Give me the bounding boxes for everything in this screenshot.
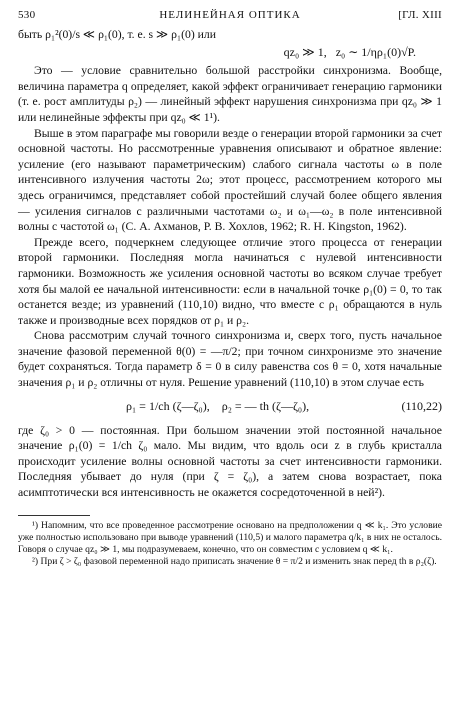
footnotes xyxy=(18,520,442,568)
display-formula: qz₀ ≫ 1, z₀ ∼ 1/ηρ₁(0)√P. xyxy=(283,44,416,59)
paragraph: Выше в этом параграфе мы говорили везде о генерации второй гармоники за счет основной частоты. Но рассмотренные уравнения описывают и обратное явление: усиление (его называют параметрическим) слабого сигнала частоты ω в поле интенсивного излучения частоты 2ω; этот процесс, рассмотрением которого мы здесь ограничимся, представляет собой простейший случай более общего явления — усиления сигналов с различными частотами ω₂ и ω₁—ω₂ в поле интенсивной волны с частотой ω₁ (С. А. Ахманов, Р. В. Хохлов, 1962; R. H. Kingston, 1962). xyxy=(18,126,442,234)
footnote: ¹) Напомним, что все проведенное рассмотрение основано на предположении q ≪ k₁. Это условие уже полностью использовано при выводе уравнений (110,5) и малого параметра q/k₁ в них не осталось. Говоря о случае qz₀ ≫ 1, мы подразумеваем, конечно, что он совместим с условием q ≪ k₁. xyxy=(18,519,442,555)
paragraph: Снова рассмотрим случай точного синхронизма и, сверх того, пусть начальное значение фазовой переменной θ(0) = —π/2; при точном синхронизме это значение будет сохраняться. Тогда параметр δ = 0 в силу равенства cos θ = 0, хотя начальные значения ρ₁ и ρ₂ отличны от нуля. Решение уравнений (110,10) в этом случае есть xyxy=(18,329,442,390)
text-line: быть ρ₁²(0)/s ≪ ρ₁(0), т. е. s ≫ ρ₁(0) или xyxy=(18,28,216,41)
book-page xyxy=(18,9,442,568)
equation-body: ρ₁ = 1/ch (ζ—ζ₀), ρ₂ = — th (ζ—ζ₀), xyxy=(126,398,310,413)
footnote: ²) При ζ > ζ₀ фазовой переменной надо приписать значение θ = π/2 и изменить знак перед th в ρ₂(ζ). xyxy=(32,555,437,567)
paragraph: Это — условие сравнительно большой расстройки синхронизма. Вообще, величина параметра q определяет, какой эффект ограничивает генерацию гармоники (т. е. рост амплитуды ρ₂) — линейный эффект нарушения синхронизма при qz₀ ≫ 1 или нелинейные эффекты при qz₀ ≪ 1¹). xyxy=(18,64,442,124)
main-text xyxy=(18,27,442,501)
chapter-label: [ГЛ. XIII xyxy=(398,9,442,21)
page-number: 530 xyxy=(18,9,36,21)
paragraph: Прежде всего, подчеркнем следующее отличие этого процесса от генерации второй гармоники. Последняя могла начинаться с нулевой интенсивности гармоники. Возможность же усиления основной частоты во всяком случае требует хотя бы малой ее начальной интенсивности: если в начальной точке ρ₁(0) = 0, то так останется везде; из уравнений (110,10) видно, что вместе с ρ₁ обращаются в нуль также и производные всех порядков от ρ₁ и ρ₂. xyxy=(18,235,442,327)
running-header xyxy=(18,9,442,27)
equation-number: (110,22) xyxy=(401,398,442,413)
numbered-equation xyxy=(18,397,442,417)
paragraph: где ζ₀ > 0 — постоянная. При большом значении этой постоянной начальное значение ρ₁(0) = 1/ch ζ₀ мало. Мы видим, что вдоль оси z в глубь кристалла происходит усиление волны основной частоты за счет интенсивности гармоники. Последняя убывает до нуля (при ζ = ζ₀), а затем снова возрастает, пока асимптотически вся интенсивность не окажется сосредоточенной в ней²). xyxy=(18,423,442,500)
footnote-divider xyxy=(18,515,90,516)
running-title: НЕЛИНЕЙНАЯ ОПТИКА xyxy=(159,9,301,21)
